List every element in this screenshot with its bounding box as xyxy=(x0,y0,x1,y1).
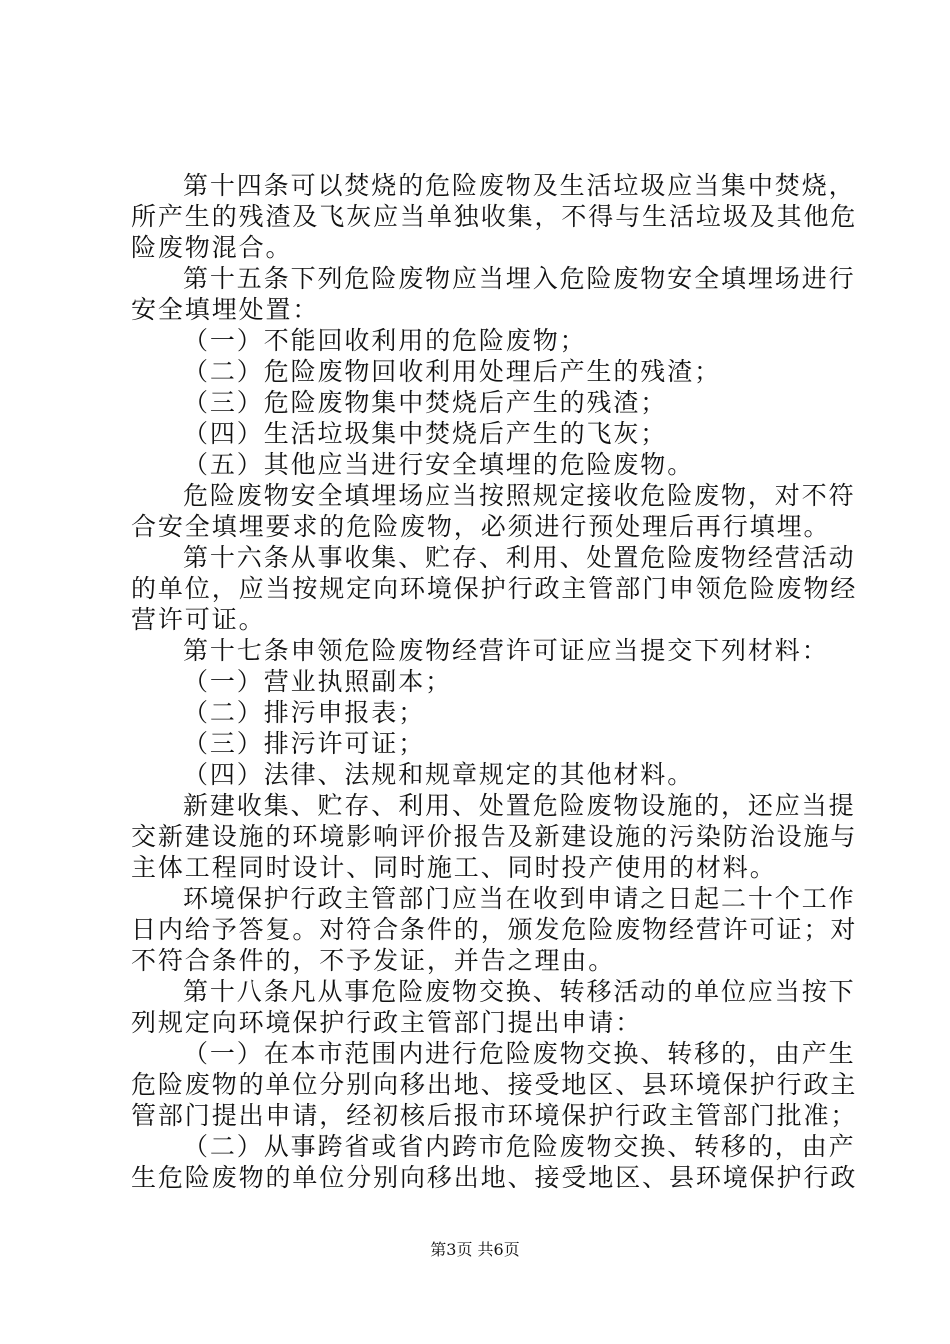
text-line: 危险废物的单位分别向移出地、接受地区、县环境保护行政主 xyxy=(131,1070,858,1099)
text-line: 第十八条凡从事危险废物交换、转移活动的单位应当按下 xyxy=(183,977,856,1006)
text-line: 危险废物安全填埋场应当按照规定接收危险废物，对不符 xyxy=(183,481,856,510)
text-line: 生危险废物的单位分别向移出地、接受地区、县环境保护行政 xyxy=(131,1163,858,1192)
text-line: （三）危险废物集中焚烧后产生的残渣； xyxy=(183,388,668,417)
text-line: 主体工程同时设计、同时施工、同时投产使用的材料。 xyxy=(131,853,777,882)
text-line: （三）排污许可证； xyxy=(183,729,426,758)
text-line: （一）营业执照副本； xyxy=(183,667,453,696)
document-body xyxy=(131,170,858,1193)
text-line: 第十六条从事收集、贮存、利用、处置危险废物经营活动 xyxy=(183,543,856,572)
text-line: （四）生活垃圾集中焚烧后产生的飞灰； xyxy=(183,419,668,448)
text-line: 环境保护行政主管部门应当在收到申请之日起二十个工作 xyxy=(183,884,856,913)
text-line: 新建收集、贮存、利用、处置危险废物设施的，还应当提 xyxy=(183,791,856,820)
text-line: 管部门提出申请，经初核后报市环境保护行政主管部门批准； xyxy=(131,1101,858,1130)
text-line: 第十七条申领危险废物经营许可证应当提交下列材料： xyxy=(183,636,829,665)
text-line: 合安全填埋要求的危险废物，必须进行预处理后再行填埋。 xyxy=(131,512,831,541)
text-line: 不符合条件的，不予发证，并告之理由。 xyxy=(131,946,616,975)
text-line: 所产生的残渣及飞灰应当单独收集，不得与生活垃圾及其他危 xyxy=(131,202,858,231)
text-line: 营许可证。 xyxy=(131,605,266,634)
text-line: 第十五条下列危险废物应当埋入危险废物安全填埋场进行 xyxy=(183,264,856,293)
text-line: （五）其他应当进行安全填埋的危险废物。 xyxy=(183,450,695,479)
text-line: 交新建设施的环境影响评价报告及新建设施的污染防治设施与 xyxy=(131,822,858,851)
text-line: 的单位，应当按规定向环境保护行政主管部门申领危险废物经 xyxy=(131,574,858,603)
text-line: （二）危险废物回收利用处理后产生的残渣； xyxy=(183,357,722,386)
text-line: 列规定向环境保护行政主管部门提出申请： xyxy=(131,1008,643,1037)
text-line: （二）从事跨省或省内跨市危险废物交换、转移的，由产 xyxy=(183,1132,856,1161)
text-line: （一）在本市范围内进行危险废物交换、转移的，由产生 xyxy=(183,1039,856,1068)
text-line: 日内给予答复。对符合条件的，颁发危险废物经营许可证；对 xyxy=(131,915,858,944)
text-line: 安全填埋处置： xyxy=(131,295,320,324)
text-line: （四）法律、法规和规章规定的其他材料。 xyxy=(183,760,695,789)
text-line: （一）不能回收利用的危险废物； xyxy=(183,326,587,355)
text-line: （二）排污申报表； xyxy=(183,698,426,727)
text-line: 第十四条可以焚烧的危险废物及生活垃圾应当集中焚烧， xyxy=(183,171,856,200)
text-line: 险废物混合。 xyxy=(131,233,293,262)
page-number-footer: 第3页 共6页 xyxy=(430,1240,520,1259)
